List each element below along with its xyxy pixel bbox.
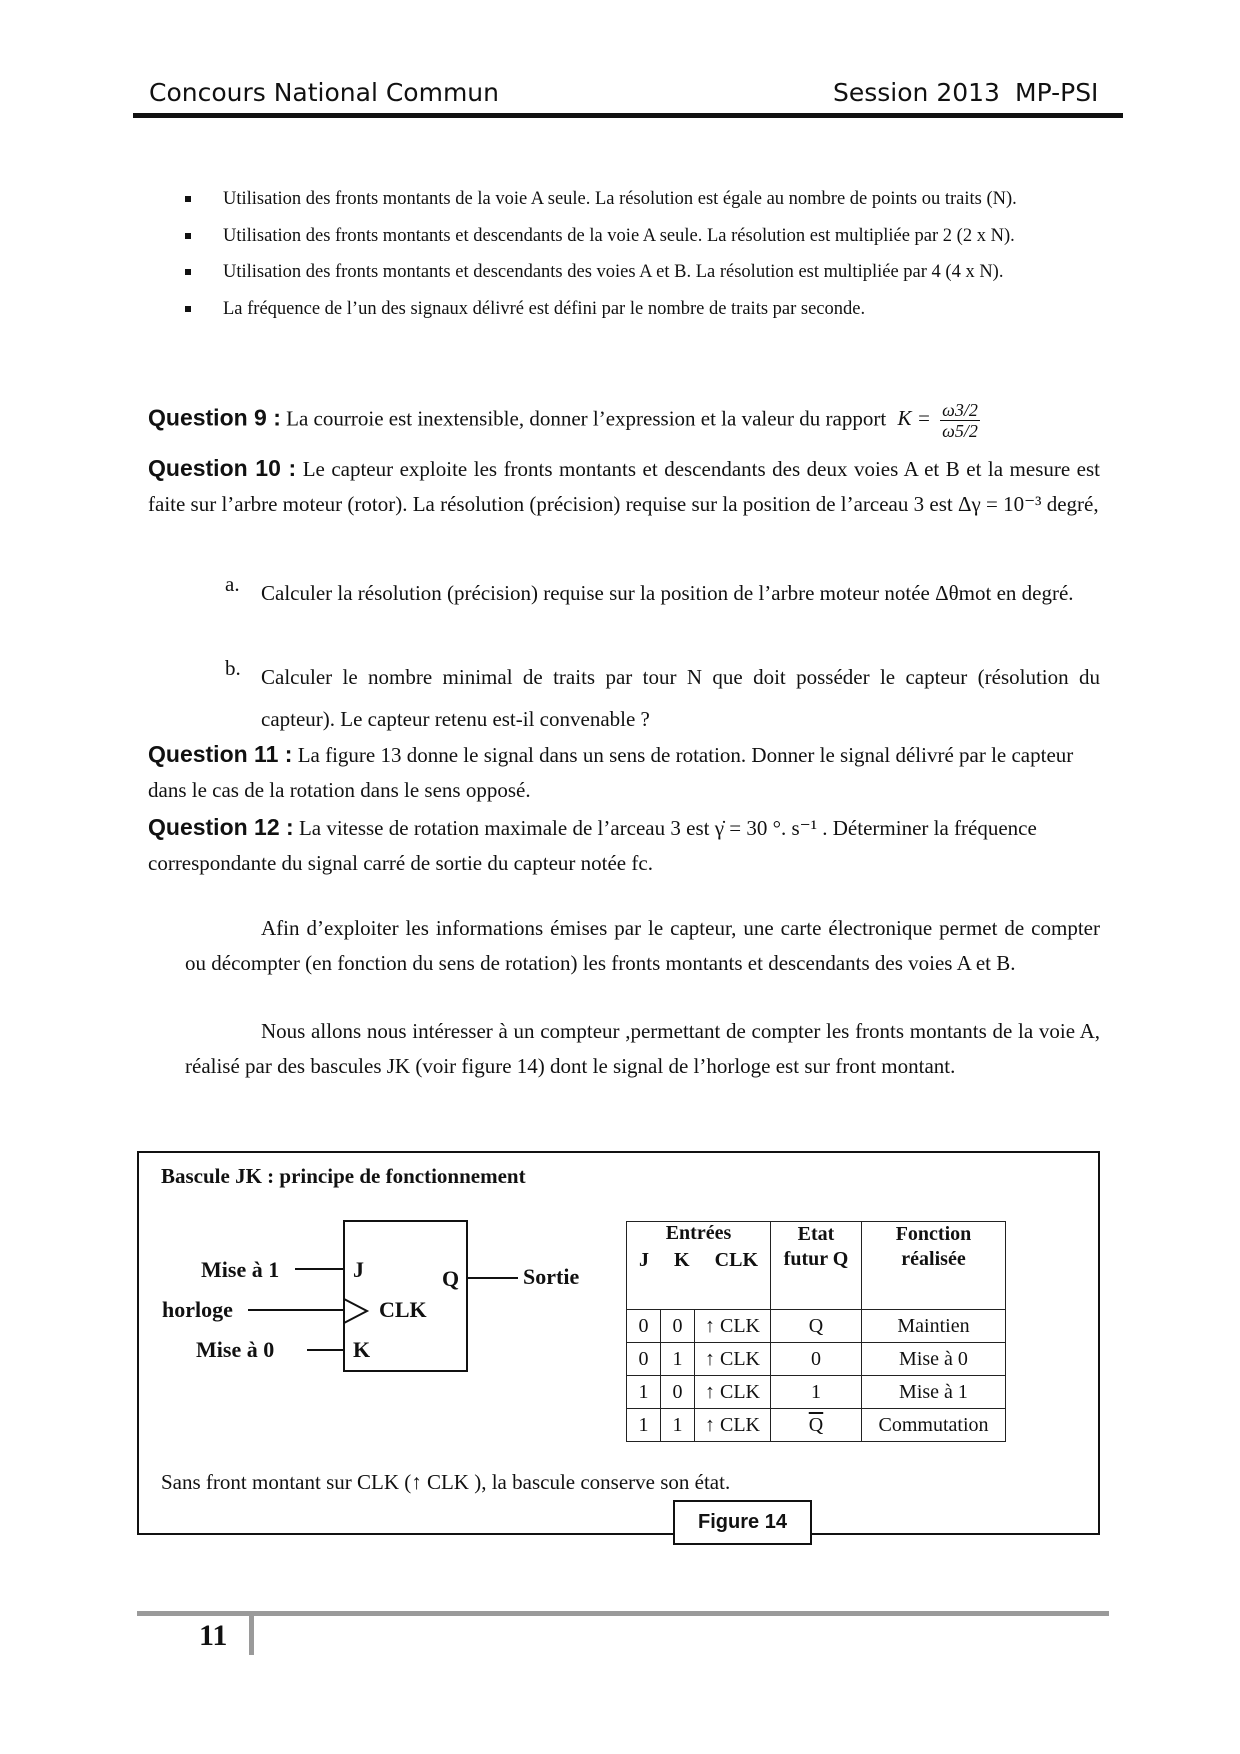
question-text: La figure 13 donne le signal dans un sens de rotation. Donner le signal délivré par le capteur dans le cas de la rotation dans le sens opposé. (148, 743, 1074, 802)
question-label: Question 12 : (148, 814, 294, 840)
table-header-row (627, 1222, 1006, 1310)
question-10 (148, 451, 1100, 522)
question-9 (148, 400, 1100, 441)
formula-lhs: K = (897, 406, 931, 431)
input-reset-label: Mise à 0 (196, 1337, 275, 1362)
question-10b: Calculer le nombre minimal de traits par tour N que doit posséder le capteur (résolution du capteur). Le capteur retenu est-il convenable ? (261, 665, 1100, 731)
table-row: 1 0 ↑ CLK 1 Mise à 1 (627, 1376, 1006, 1409)
paragraph: Afin d’exploiter les informations émises par le capteur, une carte électronique permet de compter ou décompter (en fonction du sens de rotation) les fronts montants et descendants des voies A et B. (185, 916, 1100, 975)
question-label: Question 10 : (148, 455, 297, 481)
figure-title: Bascule JK : principe de fonctionnement (161, 1164, 526, 1188)
table-row: 1 1 ↑ CLK $\overline{Q}$ Commutation (627, 1409, 1006, 1442)
clock-triangle-icon (344, 1299, 367, 1323)
table-row: 0 1 ↑ CLK 0 Mise à 0 (627, 1343, 1006, 1376)
list-item: Utilisation des fronts montants et descendants de la voie A seule. La résolution est multipliée par 2 (2 x N). (185, 223, 1105, 260)
question-text: La vitesse de rotation maximale de l’arceau 3 est γ̇ = 30 °. s⁻¹ . Déterminer la fréquence correspondante du signal carré de sortie du capteur notée fc. (148, 816, 1037, 875)
pin-q: Q (442, 1266, 460, 1291)
question-10a: Calculer la résolution (précision) requise sur la position de l’arbre moteur notée Δθmot en degré. (261, 581, 1074, 605)
pin-k: K (353, 1337, 371, 1362)
question-text: Le capteur exploite les fronts montants et descendants des deux voies A et B et la mesure est faite sur l’arbre moteur (rotor). La résolution (précision) requise sur la position de l’arceau 3 est Δγ = 10⁻³ degré, (148, 457, 1101, 516)
table-row: 0 0 ↑ CLK Q Maintien (627, 1310, 1006, 1343)
list-item: Utilisation des fronts montants de la voie A seule. La résolution est égale au nombre de points ou traits (N). (185, 186, 1105, 223)
function-header: Fonction réalisée (862, 1222, 1006, 1310)
question-12 (148, 810, 1100, 881)
header-title: Concours National Commun (149, 78, 499, 107)
question-label: Question 11 : (148, 741, 293, 767)
pin-j: J (353, 1257, 364, 1282)
pin-clk: CLK (379, 1297, 427, 1322)
question-11 (148, 737, 1100, 808)
item-letter-a: a. (225, 572, 240, 596)
footer-divider (249, 1613, 254, 1655)
header-rule (133, 113, 1123, 118)
input-set-label: Mise à 1 (201, 1257, 280, 1282)
list-item: La fréquence de l’un des signaux délivré est défini par le nombre de traits par seconde. (185, 296, 1105, 333)
header-filiere: MP-PSI (1015, 78, 1099, 107)
paragraph: Nous allons nous intéresser à un compteur ,permettant de compter les fronts montants de la voie A, réalisé par des bascules JK (voir figure 14) dont le signal de l’horloge est sur front montant. (185, 1019, 1100, 1078)
header-session: Session 2013 (833, 78, 1000, 107)
page-number: 11 (199, 1619, 228, 1652)
footer-rule (137, 1611, 1109, 1616)
question-text: La courroie est inextensible, donner l’expression et la valeur du rapport (286, 406, 887, 431)
item-letter-b: b. (225, 656, 241, 680)
figure-note: Sans front montant sur CLK (↑ CLK ), la bascule conserve son état. (161, 1470, 731, 1494)
formula-fraction: $\frac{\omega 3/2}{\omega 5/2}$ (942, 400, 978, 441)
state-header: Etat futur Q (771, 1222, 862, 1310)
question-label: Question 9 : (148, 404, 281, 431)
bullet-list (185, 186, 1105, 332)
jk-truth-table (626, 1221, 1006, 1442)
figure-label: Figure 14 (673, 1500, 812, 1545)
q-bar-cell: $\overline{Q}$ (771, 1409, 862, 1442)
list-item: Utilisation des fronts montants et descendants des voies A et B. La résolution est multipliée par 4 (4 x N). (185, 259, 1105, 296)
output-label: Sortie (523, 1264, 580, 1289)
input-clock-label: horloge (162, 1297, 233, 1322)
inputs-header: Entrées J K CLK (627, 1222, 771, 1310)
